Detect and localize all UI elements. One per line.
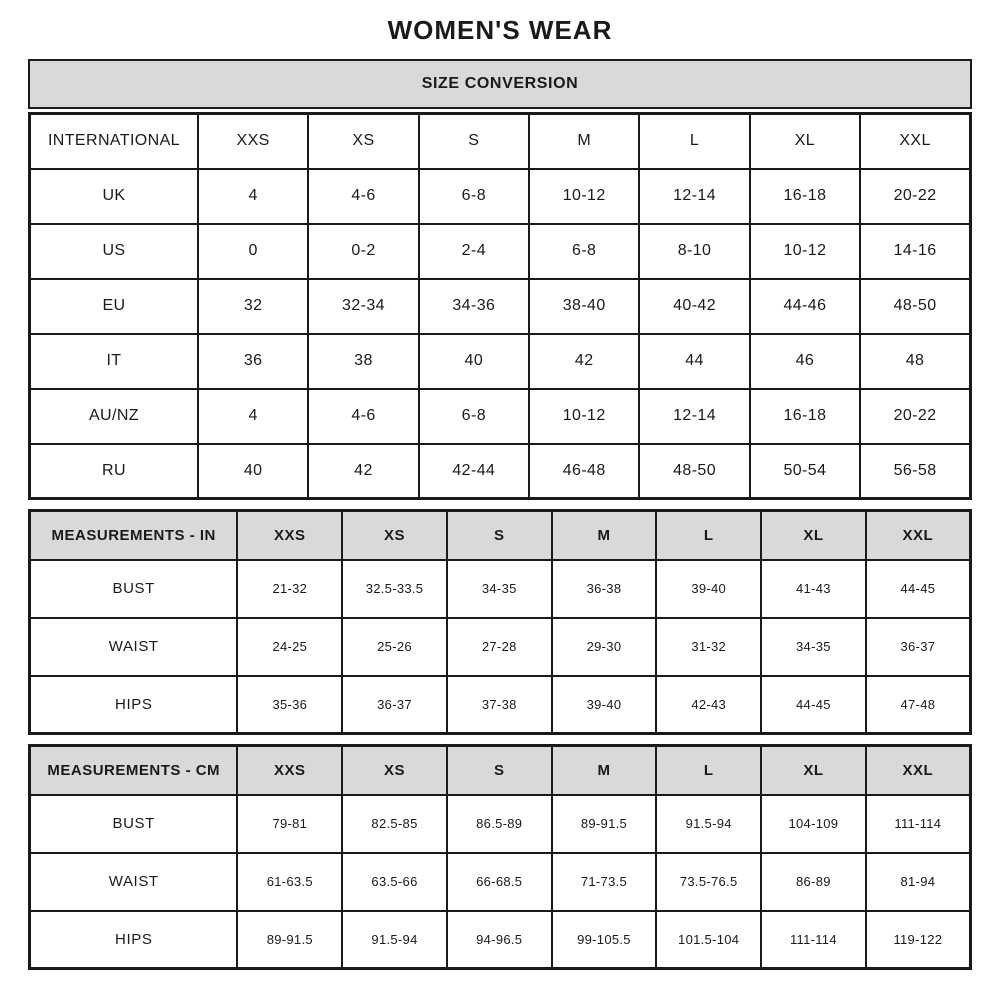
table-row [30, 618, 971, 676]
measure-value: 34-35 [761, 618, 866, 676]
measure-value: 21-32 [237, 560, 342, 618]
size-conversion-header: SIZE CONVERSION [28, 59, 972, 109]
measure-value: 82.5-85 [342, 795, 447, 853]
measurements-cm-table [28, 744, 972, 970]
column-header: L [656, 746, 761, 795]
measurements-cm-section [28, 744, 972, 970]
column-header-row [30, 511, 971, 560]
measure-value: 44-45 [761, 676, 866, 734]
column-header: XXL [866, 511, 971, 560]
page [28, 0, 972, 970]
measure-value: 34-35 [447, 560, 552, 618]
size-value: 10-12 [750, 224, 860, 279]
column-header-row [30, 114, 971, 169]
size-value: 50-54 [750, 444, 860, 499]
size-value: 16-18 [750, 169, 860, 224]
size-value: 36 [198, 334, 308, 389]
column-header: XXL [866, 746, 971, 795]
size-value: 4-6 [308, 169, 418, 224]
column-header: S [447, 511, 552, 560]
size-value: 48-50 [860, 279, 970, 334]
measure-value: 44-45 [866, 560, 971, 618]
measurements-in-header: MEASUREMENTS - IN [30, 511, 238, 560]
measure-value: 89-91.5 [552, 795, 657, 853]
table-row [30, 676, 971, 734]
measure-value: 39-40 [656, 560, 761, 618]
measure-value: 35-36 [237, 676, 342, 734]
column-header: S [419, 114, 529, 169]
size-value: 48-50 [639, 444, 749, 499]
measure-value: 71-73.5 [552, 853, 657, 911]
table-row [30, 795, 971, 853]
measure-value: 86-89 [761, 853, 866, 911]
column-header: XXS [237, 746, 342, 795]
row-label: WAIST [30, 618, 238, 676]
size-value: 34-36 [419, 279, 529, 334]
measure-value: 111-114 [761, 911, 866, 969]
size-value: 14-16 [860, 224, 970, 279]
table-row [30, 853, 971, 911]
measure-value: 25-26 [342, 618, 447, 676]
column-header-row [30, 746, 971, 795]
column-header: L [639, 114, 749, 169]
table-row [30, 224, 971, 279]
column-header: XS [342, 746, 447, 795]
size-value: 42 [529, 334, 639, 389]
measure-value: 104-109 [761, 795, 866, 853]
row-label: HIPS [30, 676, 238, 734]
measure-value: 63.5-66 [342, 853, 447, 911]
table-row [30, 334, 971, 389]
measure-value: 42-43 [656, 676, 761, 734]
measure-value: 37-38 [447, 676, 552, 734]
measure-value: 66-68.5 [447, 853, 552, 911]
measure-value: 91.5-94 [342, 911, 447, 969]
size-value: 42-44 [419, 444, 529, 499]
size-value: 56-58 [860, 444, 970, 499]
column-header: XXL [860, 114, 970, 169]
size-value: 8-10 [639, 224, 749, 279]
measure-value: 119-122 [866, 911, 971, 969]
measure-value: 89-91.5 [237, 911, 342, 969]
row-label: EU [30, 279, 198, 334]
size-conversion-section [28, 59, 972, 500]
size-value: 16-18 [750, 389, 860, 444]
size-value: 6-8 [419, 389, 529, 444]
measure-value: 99-105.5 [552, 911, 657, 969]
column-header: M [529, 114, 639, 169]
row-label: UK [30, 169, 198, 224]
table-row [30, 169, 971, 224]
row-label: WAIST [30, 853, 238, 911]
table-row [30, 444, 971, 499]
measure-value: 61-63.5 [237, 853, 342, 911]
size-value: 0 [198, 224, 308, 279]
column-header: M [552, 746, 657, 795]
measure-value: 36-38 [552, 560, 657, 618]
measure-value: 101.5-104 [656, 911, 761, 969]
size-value: 40 [198, 444, 308, 499]
row-label: RU [30, 444, 198, 499]
size-value: 4-6 [308, 389, 418, 444]
column-header: XL [750, 114, 860, 169]
size-value: 42 [308, 444, 418, 499]
column-header: INTERNATIONAL [30, 114, 198, 169]
row-label: HIPS [30, 911, 238, 969]
row-label: IT [30, 334, 198, 389]
measure-value: 32.5-33.5 [342, 560, 447, 618]
size-value: 32-34 [308, 279, 418, 334]
column-header: M [552, 511, 657, 560]
size-value: 46 [750, 334, 860, 389]
measure-value: 41-43 [761, 560, 866, 618]
size-value: 44-46 [750, 279, 860, 334]
measure-value: 24-25 [237, 618, 342, 676]
measurements-in-table [28, 509, 972, 735]
measurements-cm-header: MEASUREMENTS - CM [30, 746, 238, 795]
size-value: 20-22 [860, 389, 970, 444]
measurements-in-section [28, 509, 972, 735]
row-label: AU/NZ [30, 389, 198, 444]
measure-value: 36-37 [342, 676, 447, 734]
column-header: XS [342, 511, 447, 560]
size-value: 48 [860, 334, 970, 389]
column-header: S [447, 746, 552, 795]
size-value: 4 [198, 169, 308, 224]
table-row [30, 279, 971, 334]
row-label: BUST [30, 560, 238, 618]
column-header: XL [761, 511, 866, 560]
size-conversion-table [28, 112, 972, 500]
size-value: 10-12 [529, 389, 639, 444]
size-value: 40-42 [639, 279, 749, 334]
measure-value: 94-96.5 [447, 911, 552, 969]
measure-value: 111-114 [866, 795, 971, 853]
size-value: 2-4 [419, 224, 529, 279]
size-value: 38 [308, 334, 418, 389]
size-value: 12-14 [639, 169, 749, 224]
table-row [30, 560, 971, 618]
column-header: XXS [198, 114, 308, 169]
measure-value: 27-28 [447, 618, 552, 676]
size-value: 38-40 [529, 279, 639, 334]
row-label: BUST [30, 795, 238, 853]
column-header: L [656, 511, 761, 560]
measure-value: 39-40 [552, 676, 657, 734]
size-value: 12-14 [639, 389, 749, 444]
measure-value: 36-37 [866, 618, 971, 676]
measure-value: 79-81 [237, 795, 342, 853]
measure-value: 73.5-76.5 [656, 853, 761, 911]
column-header: XS [308, 114, 418, 169]
column-header: XXS [237, 511, 342, 560]
measure-value: 29-30 [552, 618, 657, 676]
size-value: 20-22 [860, 169, 970, 224]
column-header: XL [761, 746, 866, 795]
size-value: 44 [639, 334, 749, 389]
row-label: US [30, 224, 198, 279]
size-value: 40 [419, 334, 529, 389]
table-row [30, 911, 971, 969]
measure-value: 81-94 [866, 853, 971, 911]
measure-value: 91.5-94 [656, 795, 761, 853]
measure-value: 31-32 [656, 618, 761, 676]
size-value: 0-2 [308, 224, 418, 279]
size-value: 46-48 [529, 444, 639, 499]
page-title: WOMEN'S WEAR [387, 15, 613, 45]
size-value: 32 [198, 279, 308, 334]
measure-value: 86.5-89 [447, 795, 552, 853]
size-value: 6-8 [419, 169, 529, 224]
table-row [30, 389, 971, 444]
size-value: 10-12 [529, 169, 639, 224]
size-value: 6-8 [529, 224, 639, 279]
size-value: 4 [198, 389, 308, 444]
measure-value: 47-48 [866, 676, 971, 734]
